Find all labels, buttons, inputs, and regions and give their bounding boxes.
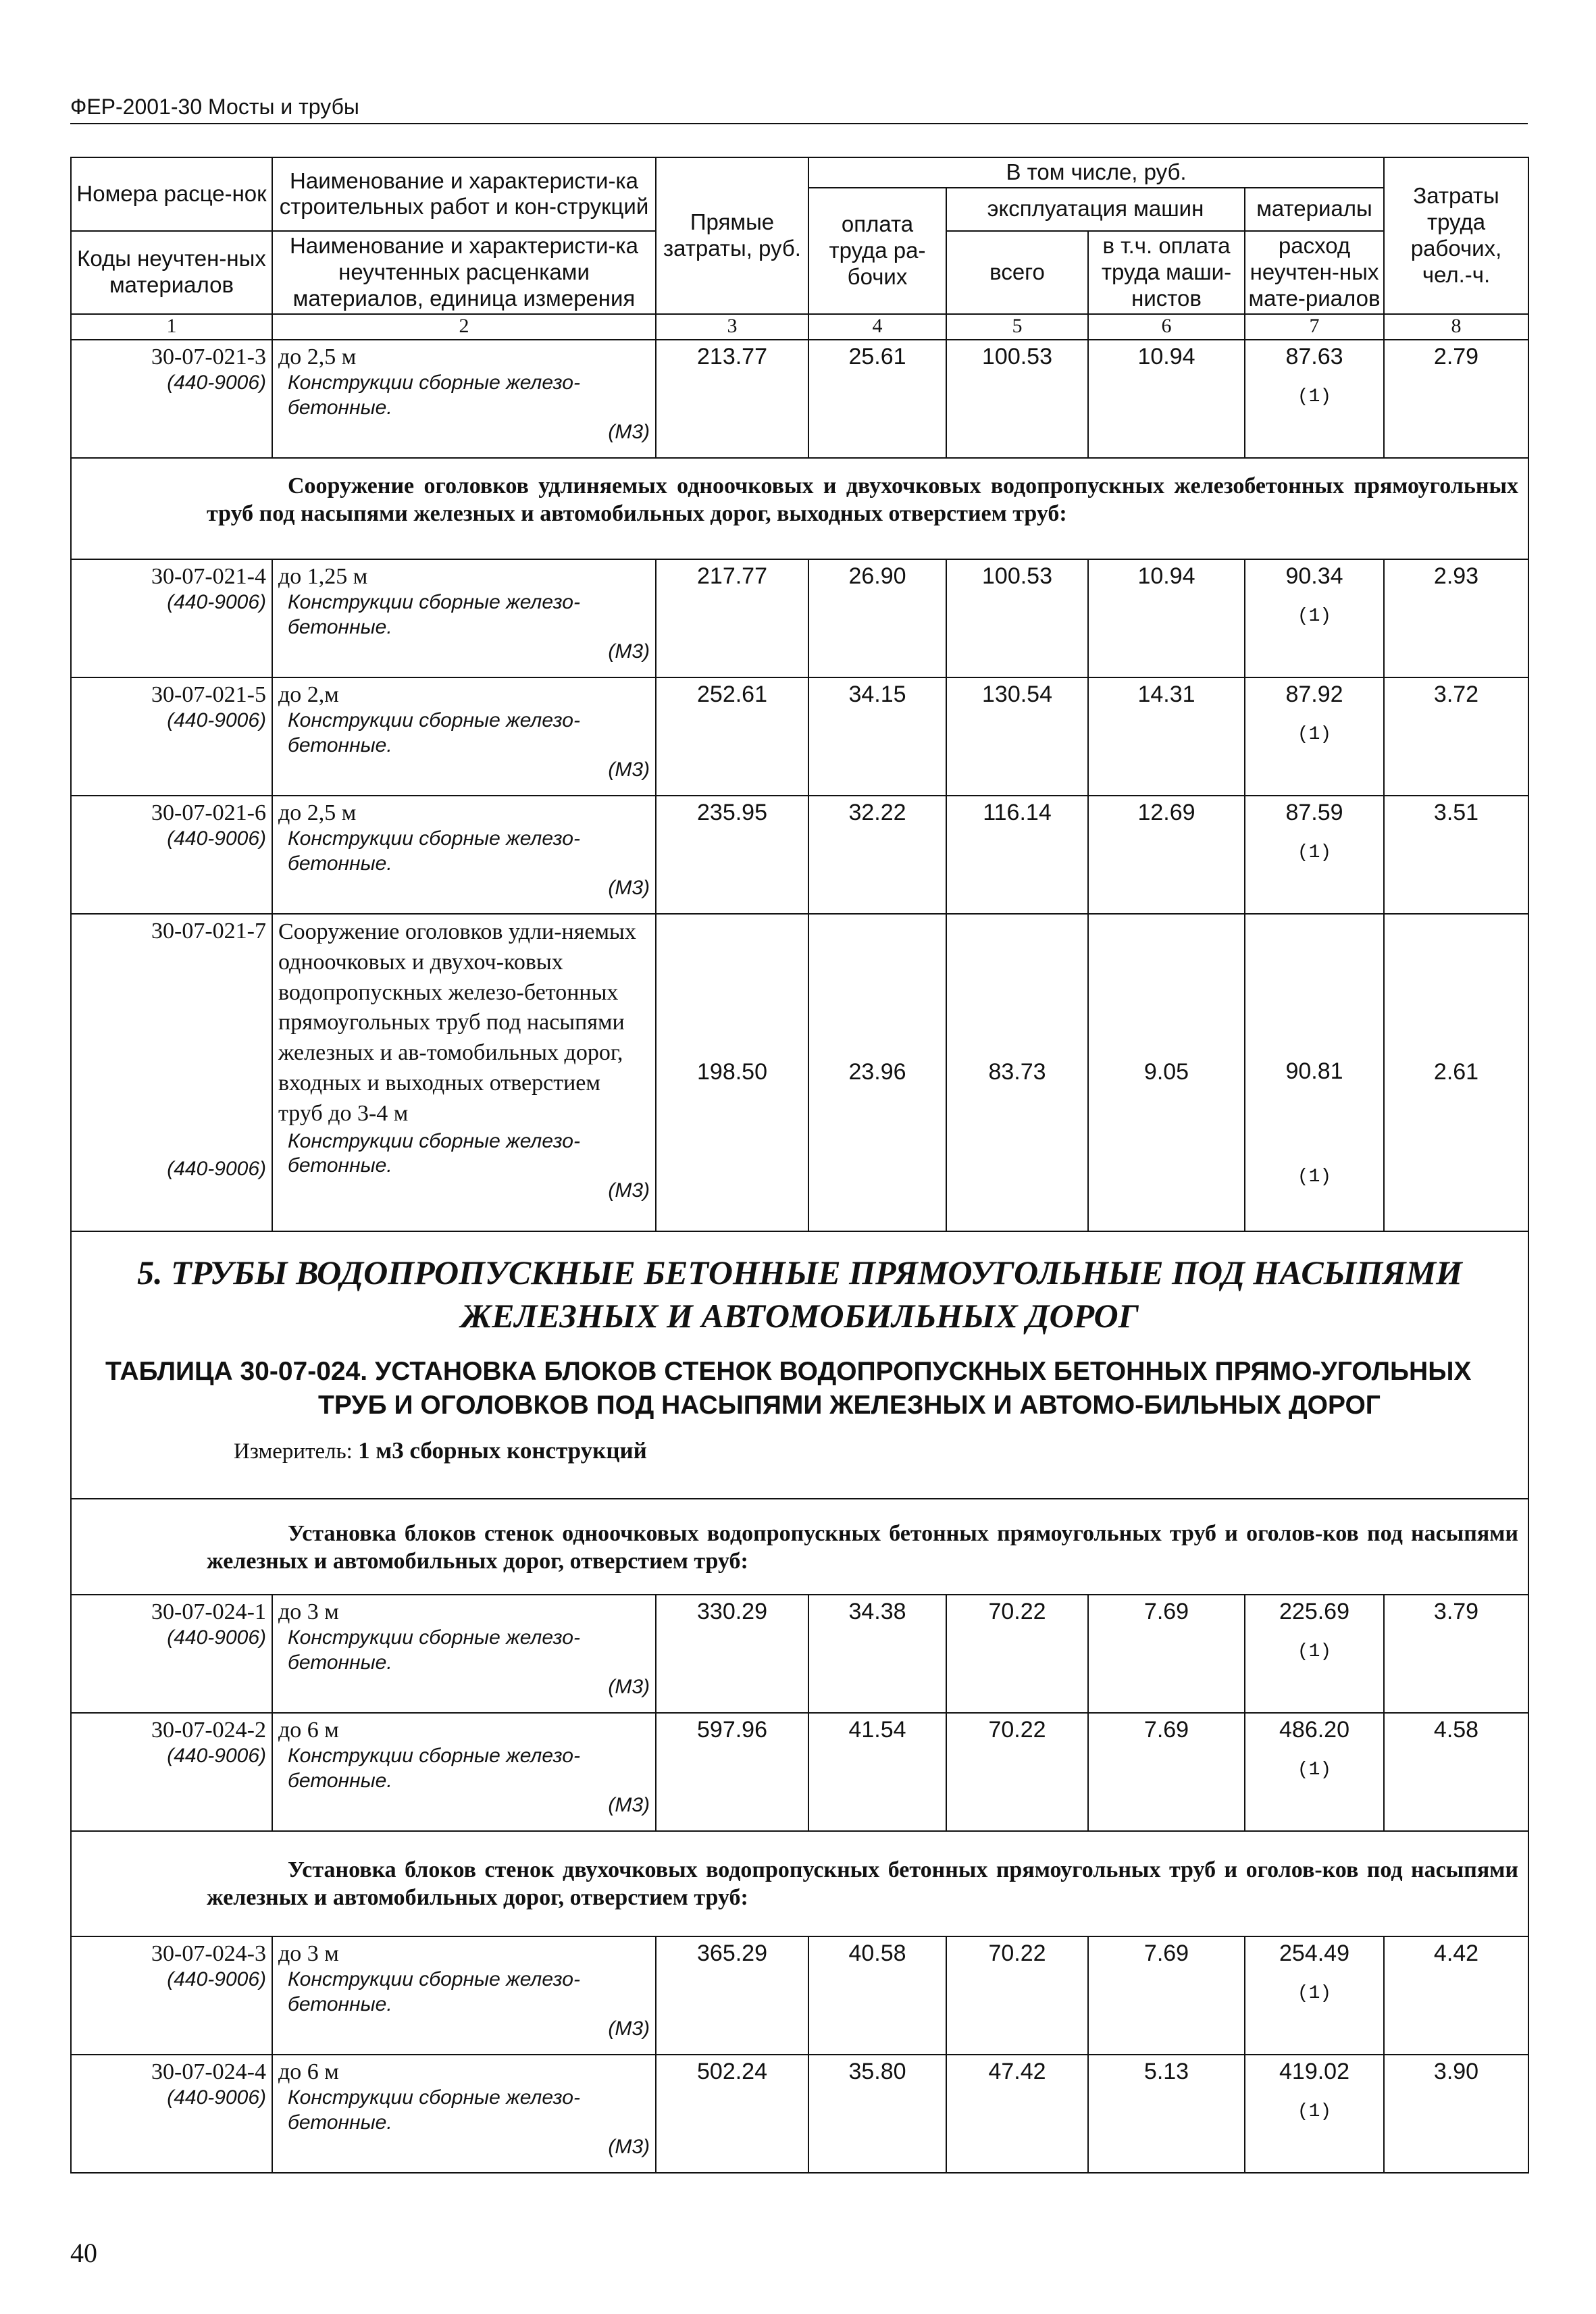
col3-header: Прямые затраты, руб.	[656, 157, 808, 314]
material-name: Конструкции сборные железо-бетонные.	[288, 827, 580, 875]
work-name: до 6 м	[278, 1717, 339, 1743]
header-rule	[70, 123, 1528, 124]
labor-pay: 40.58	[808, 1936, 946, 2055]
col2-bottom-header: Наименование и характеристи-ка неучтенных расценками материалов, единица измерения	[272, 231, 656, 314]
labor-hours: 3.79	[1384, 1595, 1528, 1713]
material-qty: (1)	[1297, 1983, 1332, 2005]
work-name: до 6 м	[278, 2059, 339, 2084]
rate-code: 30-07-024-3	[151, 1940, 266, 1966]
operators-pay: 7.69	[1088, 1713, 1245, 1831]
measure-value: 1 м3 сборных конструкций	[358, 1437, 647, 1464]
col7-header: расход неучтен-ных мате-риалов	[1245, 231, 1384, 314]
material-name: Конструкции сборные железо-бетонные.	[288, 1968, 580, 2015]
group-heading-row	[71, 1831, 1528, 1936]
labor-hours: 2.61	[1384, 914, 1528, 1231]
material-code: (440-9006)	[167, 1745, 266, 1768]
materials-cost: 254.49	[1279, 1940, 1349, 1966]
materials-cost: 90.34	[1285, 563, 1343, 589]
col-number: 2	[272, 314, 656, 340]
measure-label: Измеритель:	[234, 1439, 353, 1464]
operators-pay: 14.31	[1088, 677, 1245, 796]
rate-code: 30-07-021-4	[151, 563, 266, 589]
machines-total: 70.22	[946, 1595, 1088, 1713]
machines-total: 130.54	[946, 677, 1088, 796]
col2-top-header: Наименование и характеристи-ка строительных работ и кон-струкций	[272, 157, 656, 231]
materials-cost: 87.59	[1285, 799, 1343, 825]
material-qty: (1)	[1297, 2101, 1332, 2123]
running-header: ФЕР-2001-30 Мосты и трубы	[70, 95, 359, 119]
material-name: Конструкции сборные железо-бетонные.	[288, 1745, 580, 1792]
labor-hours: 3.51	[1384, 796, 1528, 914]
machines-total: 83.73	[946, 914, 1088, 1231]
table-row	[71, 1936, 1528, 2055]
group-heading: Установка блоков стенок двухочковых водопропускных бетонных прямоугольных труб и оголов-ков под насыпями железных и автомобильных дорог, отверстием труб:	[71, 1831, 1528, 1936]
materials-cost: 87.63	[1285, 343, 1343, 369]
group-heading-row	[71, 1499, 1528, 1595]
material-code: (440-9006)	[167, 1968, 266, 1991]
direct-costs: 213.77	[656, 340, 808, 458]
work-name: до 2,5 м	[278, 344, 357, 369]
labor-pay: 35.80	[808, 2055, 946, 2173]
direct-costs: 330.29	[656, 1595, 808, 1713]
direct-costs: 502.24	[656, 2055, 808, 2173]
machines-total: 70.22	[946, 1713, 1088, 1831]
labor-pay: 26.90	[808, 559, 946, 677]
material-unit: (М3)	[608, 640, 650, 663]
material-name: Конструкции сборные железо-бетонные.	[288, 2086, 580, 2134]
materials-cost: 225.69	[1279, 1598, 1349, 1624]
operators-pay: 9.05	[1088, 914, 1245, 1231]
rate-code: 30-07-024-2	[151, 1717, 266, 1743]
labor-pay: 34.38	[808, 1595, 946, 1713]
material-name: Конструкции сборные железо-бетонные.	[288, 371, 580, 419]
machines-header: эксплуатация машин	[946, 188, 1245, 231]
material-code: (440-9006)	[167, 1626, 266, 1649]
material-unit: (М3)	[608, 2017, 650, 2040]
material-unit: (М3)	[608, 877, 650, 900]
machines-total: 116.14	[946, 796, 1088, 914]
col-number: 1	[71, 314, 272, 340]
machines-total: 100.53	[946, 340, 1088, 458]
work-name: до 2,5 м	[278, 800, 357, 825]
operators-pay: 12.69	[1088, 796, 1245, 914]
table-row	[71, 1713, 1528, 1831]
material-name: Конструкции сборные железо-бетонные.	[288, 591, 580, 638]
material-code: (440-9006)	[167, 371, 266, 394]
header-row-1	[71, 157, 1528, 188]
material-unit: (М3)	[608, 759, 650, 781]
table-row	[71, 559, 1528, 677]
rate-code: 30-07-024-1	[151, 1599, 266, 1624]
section-title: 5. ТРУБЫ ВОДОПРОПУСКНЫЕ БЕТОННЫЕ ПРЯМОУГОЛЬНЫЕ ПОД НАСЫПЯМИ ЖЕЛЕЗНЫХ И АВТОМОБИЛЬНЫХ ДОРОГ	[137, 1253, 1462, 1335]
labor-hours: 3.90	[1384, 2055, 1528, 2173]
col4-header: оплата труда ра-бочих	[808, 188, 946, 314]
direct-costs: 198.50	[656, 914, 808, 1231]
table-title: ТАБЛИЦА 30-07-024. УСТАНОВКА БЛОКОВ СТЕНОК ВОДОПРОПУСКНЫХ БЕТОННЫХ ПРЯМО-УГОЛЬНЫХ ТРУБ И ОГОЛОВКОВ ПОД НАСЫПЯМИ ЖЕЛЕЗНЫХ И АВТОМО-БИЛЬНЫХ ДОРОГ	[105, 1356, 1472, 1420]
col8-header: Затраты труда рабочих, чел.-ч.	[1384, 157, 1528, 314]
material-unit: (М3)	[608, 1794, 650, 1817]
operators-pay: 10.94	[1088, 559, 1245, 677]
group-heading: Сооружение оголовков удлиняемых одноочковых и двухочковых водопропускных железобетонных прямоугольных труб под насыпями железных и автомобильных дорог, выходных отверстием труб:	[71, 458, 1528, 559]
column-number-row	[71, 314, 1528, 340]
rate-code: 30-07-021-5	[151, 682, 266, 707]
col5-header: всего	[946, 231, 1088, 314]
work-name: до 2,м	[278, 682, 339, 707]
incl-header: В том числе, руб.	[808, 157, 1384, 188]
page-number: 40	[70, 2238, 97, 2268]
materials-cost: 87.92	[1285, 681, 1343, 707]
col1-bottom-header: Коды неучтен-ных материалов	[71, 231, 272, 314]
material-code: (440-9006)	[167, 827, 266, 850]
direct-costs: 252.61	[656, 677, 808, 796]
labor-hours: 4.58	[1384, 1713, 1528, 1831]
material-name: Конструкции сборные железо-бетонные.	[288, 1129, 580, 1177]
table-row	[71, 677, 1528, 796]
table-row	[71, 2055, 1528, 2173]
operators-pay: 10.94	[1088, 340, 1245, 458]
labor-pay: 23.96	[808, 914, 946, 1231]
work-name: Сооружение оголовков удли-няемых одноочковых и двухоч-ковых водопропускных железо-бетонных прямоугольных труб под насыпями железных и ав-томобильных дорог, входных и выходных отверстием труб до 3-4 м	[278, 919, 636, 1126]
machines-total: 47.42	[946, 2055, 1088, 2173]
direct-costs: 597.96	[656, 1713, 808, 1831]
material-code: (440-9006)	[167, 591, 266, 614]
material-qty: (1)	[1297, 1759, 1332, 1781]
table-row	[71, 340, 1528, 458]
direct-costs: 217.77	[656, 559, 808, 677]
col6-header: в т.ч. оплата труда маши-нистов	[1088, 231, 1245, 314]
col-number: 4	[808, 314, 946, 340]
machines-total: 100.53	[946, 559, 1088, 677]
price-table	[70, 157, 1529, 2174]
col-number: 5	[946, 314, 1088, 340]
group-heading-row	[71, 458, 1528, 559]
material-code: (440-9006)	[167, 1158, 266, 1181]
material-unit: (М3)	[608, 1676, 650, 1699]
col1-top-header: Номера расце-нок	[71, 157, 272, 231]
rate-code: 30-07-021-3	[151, 344, 266, 369]
rate-code: 30-07-021-7	[151, 918, 266, 944]
labor-hours: 2.79	[1384, 340, 1528, 458]
labor-hours: 3.72	[1384, 677, 1528, 796]
material-qty: (1)	[1297, 842, 1332, 864]
material-unit: (М3)	[608, 2136, 650, 2159]
group-heading: Установка блоков стенок одноочковых водопропускных бетонных прямоугольных труб и оголов-ков под насыпями железных и автомобильных дорог, отверстием труб:	[71, 1499, 1528, 1595]
labor-hours: 2.93	[1384, 559, 1528, 677]
materials-cost: 486.20	[1279, 1716, 1349, 1743]
material-unit: (М3)	[608, 421, 650, 444]
rate-code: 30-07-021-6	[151, 800, 266, 825]
materials-cost: 419.02	[1279, 2058, 1349, 2084]
table-row	[71, 796, 1528, 914]
material-qty: (1)	[1297, 1641, 1332, 1663]
material-code: (440-9006)	[167, 2086, 266, 2109]
table-row-long	[71, 914, 1528, 1231]
section-row	[71, 1231, 1528, 1499]
direct-costs: 235.95	[656, 796, 808, 914]
machines-total: 70.22	[946, 1936, 1088, 2055]
materials-cost: 90.81	[1285, 1058, 1343, 1084]
operators-pay: 7.69	[1088, 1595, 1245, 1713]
table-row	[71, 1595, 1528, 1713]
work-name: до 3 м	[278, 1940, 339, 1966]
col-number: 7	[1245, 314, 1384, 340]
labor-pay: 25.61	[808, 340, 946, 458]
material-qty: (1)	[1297, 724, 1332, 746]
material-qty: (1)	[1297, 386, 1332, 408]
material-code: (440-9006)	[167, 709, 266, 732]
labor-pay: 32.22	[808, 796, 946, 914]
material-unit: (М3)	[608, 1179, 650, 1202]
labor-pay: 41.54	[808, 1713, 946, 1831]
col-number: 3	[656, 314, 808, 340]
rate-code: 30-07-024-4	[151, 2059, 266, 2084]
labor-pay: 34.15	[808, 677, 946, 796]
materials-header: материалы	[1245, 188, 1384, 231]
material-name: Конструкции сборные железо-бетонные.	[288, 709, 580, 756]
material-qty: (1)	[1297, 606, 1332, 627]
col-number: 8	[1384, 314, 1528, 340]
material-name: Конструкции сборные железо-бетонные.	[288, 1626, 580, 1674]
work-name: до 3 м	[278, 1599, 339, 1624]
operators-pay: 7.69	[1088, 1936, 1245, 2055]
direct-costs: 365.29	[656, 1936, 808, 2055]
material-qty: (1)	[1297, 1166, 1332, 1187]
col-number: 6	[1088, 314, 1245, 340]
work-name: до 1,25 м	[278, 563, 368, 589]
labor-hours: 4.42	[1384, 1936, 1528, 2055]
operators-pay: 5.13	[1088, 2055, 1245, 2173]
